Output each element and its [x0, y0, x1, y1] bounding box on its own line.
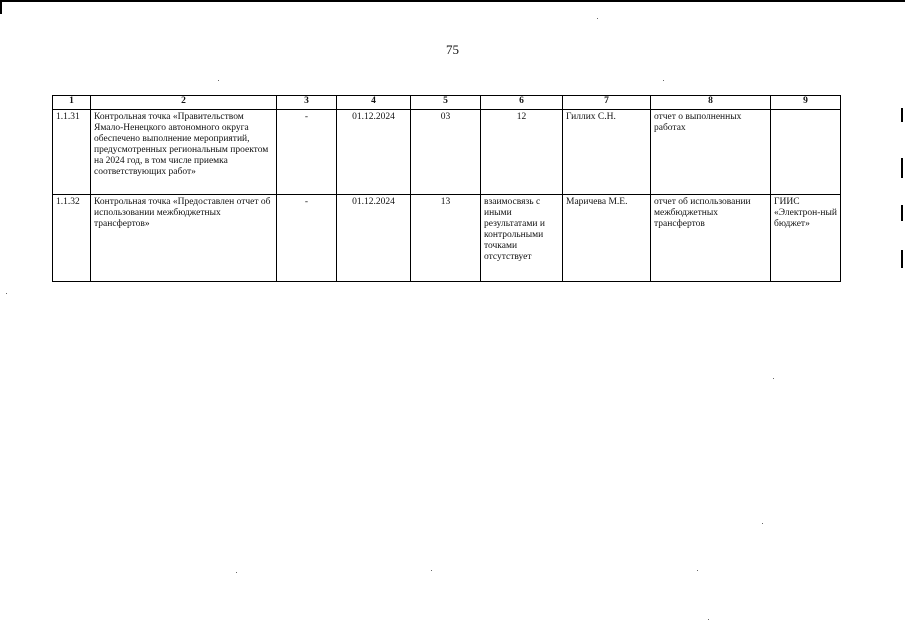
scan-speck — [597, 18, 598, 19]
scan-edge-mark — [901, 158, 903, 178]
col-header-3: 3 — [277, 96, 337, 110]
table-row — [53, 195, 841, 282]
scan-speck — [762, 523, 763, 524]
date-value: 01.12.2024 — [337, 110, 411, 195]
scan-left-border — [0, 0, 2, 14]
scan-edge-mark — [901, 250, 903, 268]
document-type: отчет о выполненных работах — [651, 110, 771, 195]
scan-edge-mark — [901, 205, 903, 221]
col-header-5: 5 — [411, 96, 481, 110]
scan-speck — [773, 378, 774, 379]
col3-value: - — [277, 110, 337, 195]
scan-speck — [431, 570, 432, 571]
col-header-9: 9 — [771, 96, 841, 110]
scan-speck — [708, 619, 709, 620]
col-header-8: 8 — [651, 96, 771, 110]
responsible-person: Маричева М.Е. — [563, 195, 651, 282]
row-number: 1.1.32 — [53, 195, 91, 282]
scan-speck — [236, 572, 237, 573]
table-row — [53, 110, 841, 195]
col5-value: 03 — [411, 110, 481, 195]
page-number: 75 — [446, 42, 459, 57]
responsible-person: Гиллих С.Н. — [563, 110, 651, 195]
col-header-1: 1 — [53, 96, 91, 110]
scan-edge-mark — [901, 108, 903, 122]
col-header-7: 7 — [563, 96, 651, 110]
col-header-4: 4 — [337, 96, 411, 110]
scan-speck — [663, 80, 664, 81]
col-header-6: 6 — [481, 96, 563, 110]
table-header-row — [53, 96, 841, 110]
scan-speck — [697, 570, 698, 571]
scan-top-border — [0, 0, 905, 2]
col6-value: 12 — [481, 110, 563, 195]
document-type: отчет об использовании межбюджетных трансфертов — [651, 195, 771, 282]
info-system — [771, 110, 841, 195]
col-header-2: 2 — [91, 96, 277, 110]
row-number: 1.1.31 — [53, 110, 91, 195]
col3-value: - — [277, 195, 337, 282]
control-point-name: Контрольная точка «Правительством Ямало-Ненецкого автономного округа обеспечено выполнение мероприятий, предусмотренных региональным проектом на 2024 год, в том числе приемка соответствующих работ» — [91, 110, 277, 195]
info-system: ГИИС «Электрон-ный бюджет» — [771, 195, 841, 282]
col5-value: 13 — [411, 195, 481, 282]
control-points-table — [52, 95, 841, 282]
date-value: 01.12.2024 — [337, 195, 411, 282]
control-point-name: Контрольная точка «Предоставлен отчет об использовании межбюджетных трансфертов» — [91, 195, 277, 282]
scan-speck — [218, 80, 219, 81]
col6-value: взаимосвязь с иными результатами и контрольными точками отсутствует — [481, 195, 563, 282]
scan-speck — [6, 293, 7, 294]
